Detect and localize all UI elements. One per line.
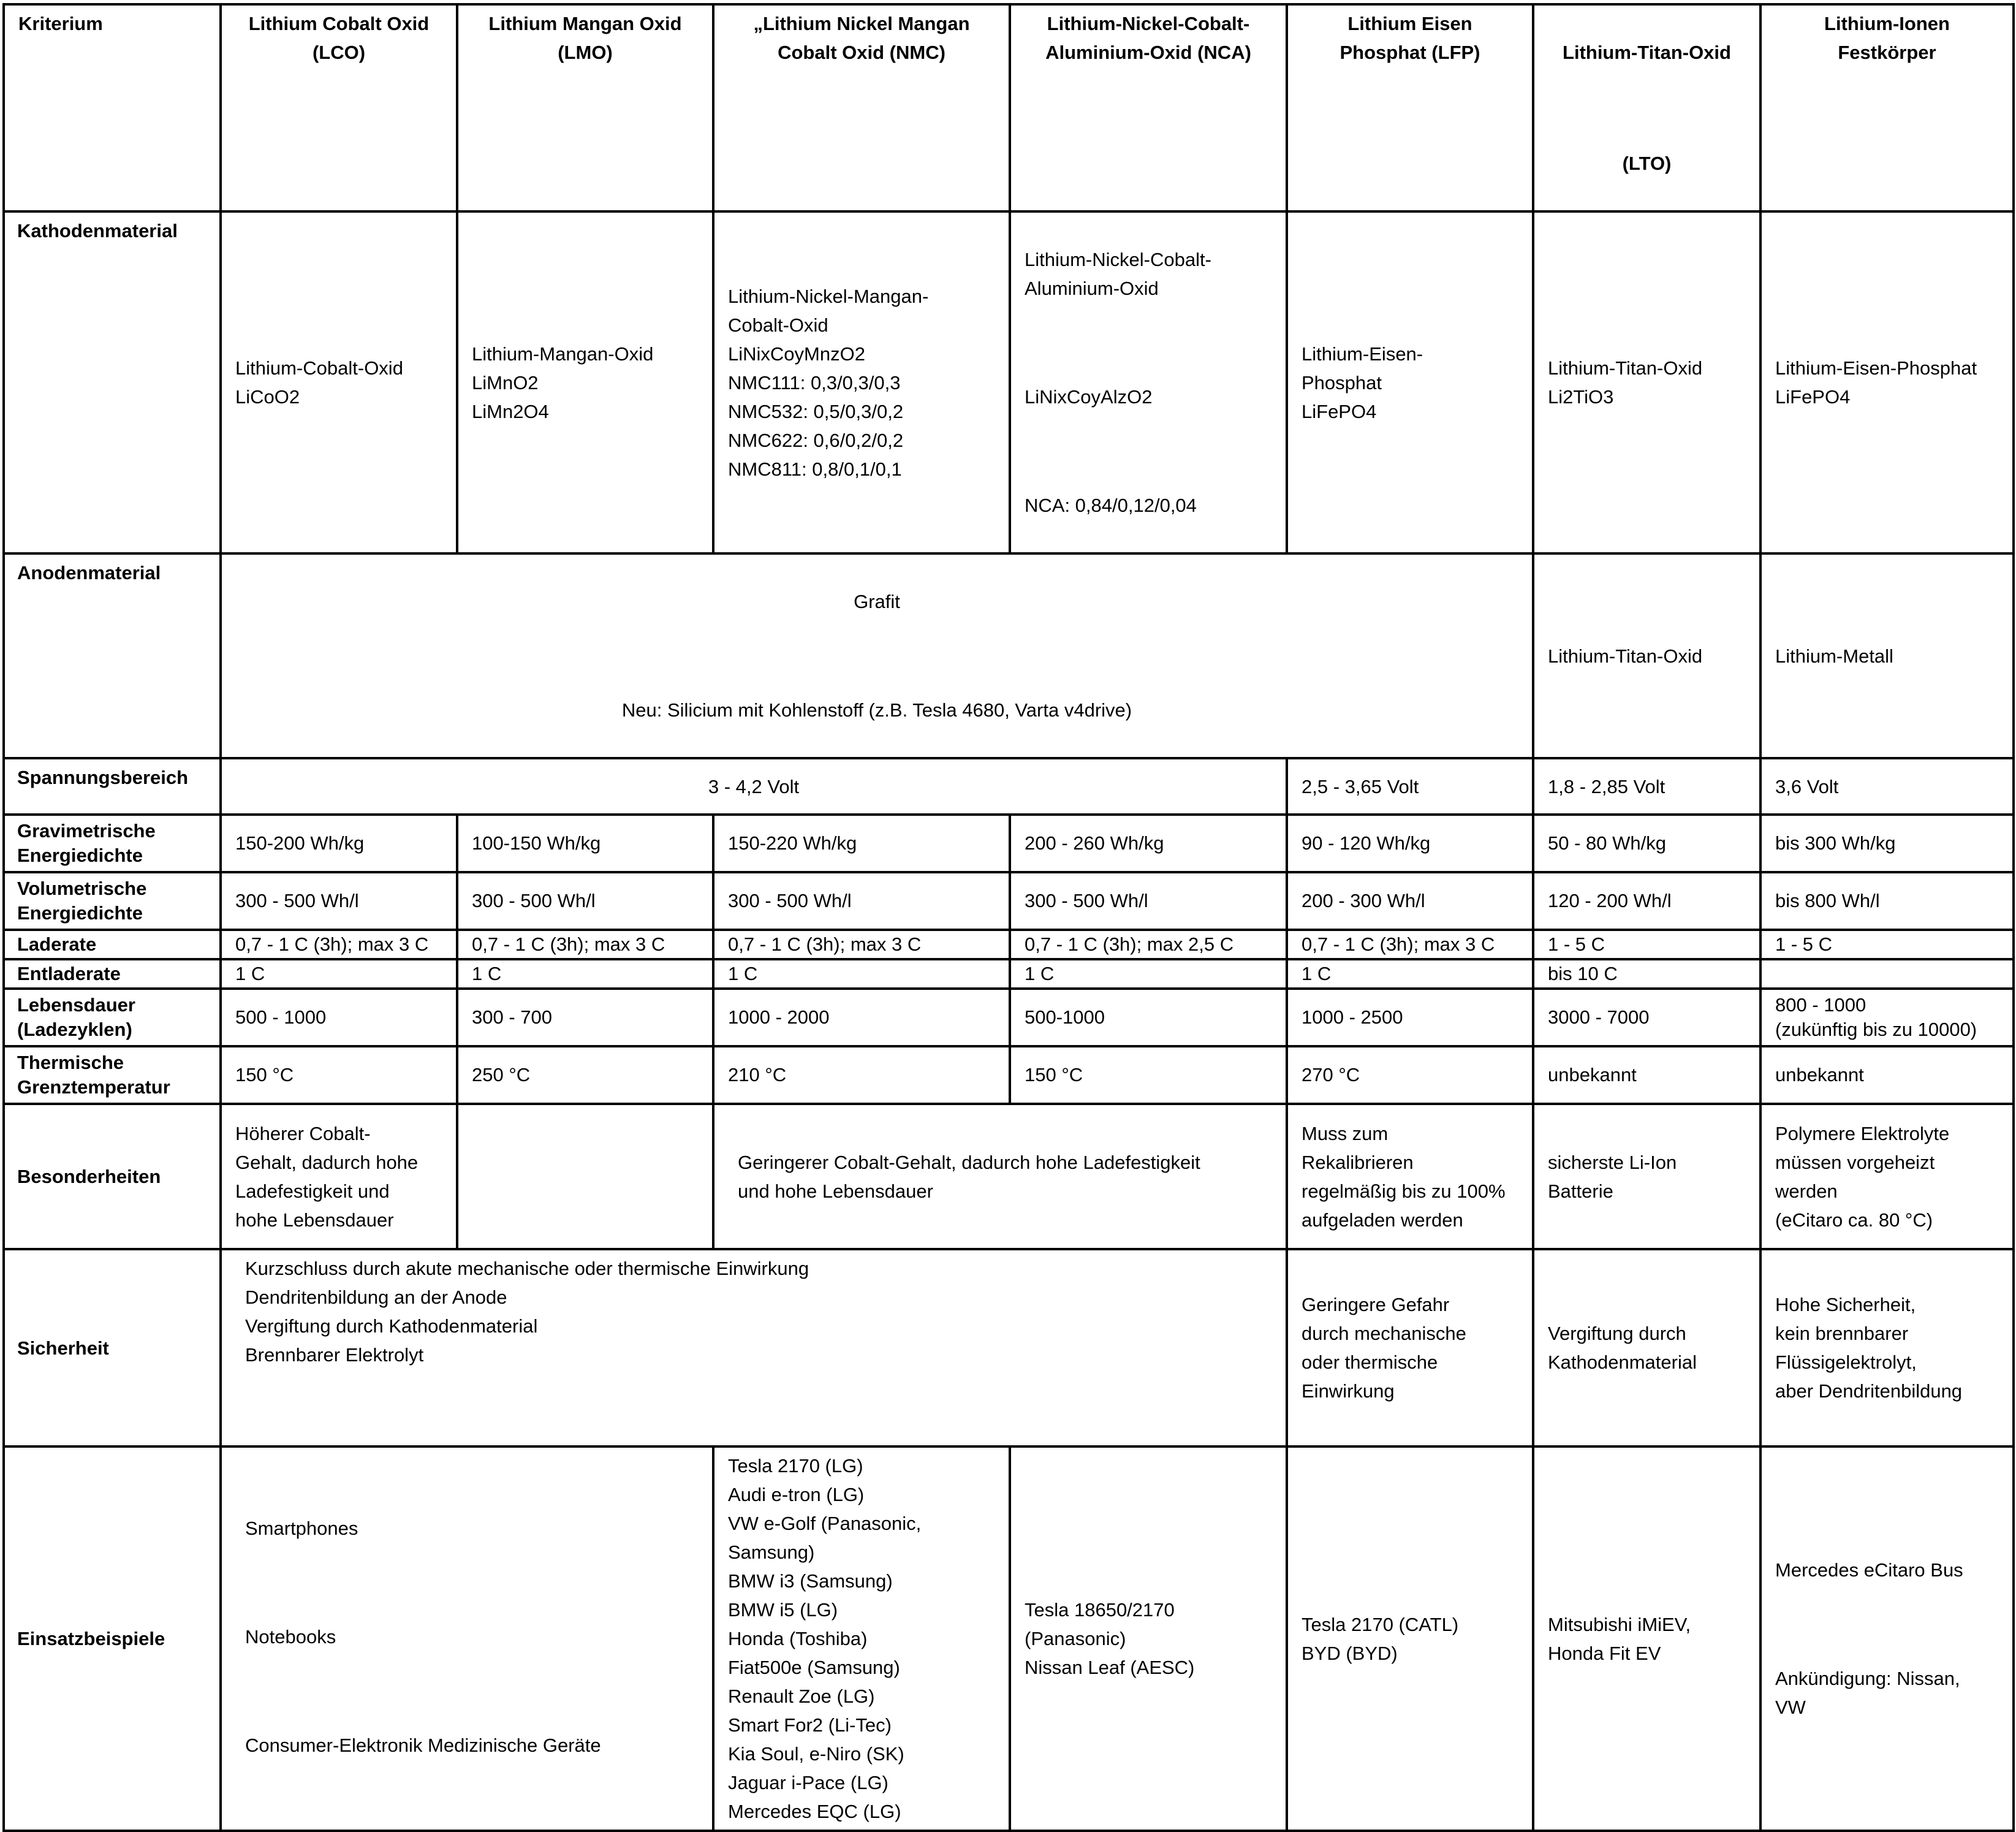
header-lfp: Lithium Eisen Phosphat (LFP) xyxy=(1287,4,1533,211)
anode-solid-state: Lithium-Metall xyxy=(1760,553,2014,758)
cathode-nca-formula: LiNixCoyAlzO2 xyxy=(1025,386,1153,408)
lifetime-solid-state: 800 - 1000 (zukünftig bis zu 10000) xyxy=(1760,989,2014,1046)
row-examples xyxy=(4,1446,2014,1831)
volumetric-nca: 300 - 500 Wh/l xyxy=(1010,872,1287,930)
gravimetric-nca: 200 - 260 Wh/kg xyxy=(1010,815,1287,872)
row-anode xyxy=(4,553,2014,758)
gravimetric-lmo: 100-150 Wh/kg xyxy=(457,815,713,872)
volumetric-lfp: 200 - 300 Wh/l xyxy=(1287,872,1533,930)
charge-rate-solid-state: 1 - 5 C xyxy=(1760,930,2014,959)
header-lmo: Lithium Mangan Oxid (LMO) xyxy=(457,4,713,211)
examples-lco-lmo xyxy=(221,1446,713,1831)
row-cathode xyxy=(4,211,2014,553)
features-lmo xyxy=(457,1104,713,1249)
lifetime-nca: 500-1000 xyxy=(1010,989,1287,1046)
row-label-discharge-rate: Entladerate xyxy=(4,959,221,989)
row-label-examples: Einsatzbeispiele xyxy=(4,1446,221,1831)
row-label-voltage: Spannungsbereich xyxy=(4,758,221,815)
header-lto xyxy=(1533,4,1760,211)
safety-shared: Kurzschluss durch akute mechanische oder thermische Einwirkung Dendritenbildung an der Anode Vergiftung durch Kathodenmaterial Brennbarer Elektrolyt xyxy=(221,1249,1287,1446)
volumetric-nmc: 300 - 500 Wh/l xyxy=(713,872,1010,930)
example-item: Notebooks xyxy=(245,1626,336,1648)
row-label-features: Besonderheiten xyxy=(4,1104,221,1249)
row-label-safety: Sicherheit xyxy=(4,1249,221,1446)
thermal-lmo: 250 °C xyxy=(457,1046,713,1104)
thermal-lfp: 270 °C xyxy=(1287,1046,1533,1104)
discharge-rate-nca: 1 C xyxy=(1010,959,1287,989)
features-lto: sicherste Li-Ion Batterie xyxy=(1533,1104,1760,1249)
thermal-nca: 150 °C xyxy=(1010,1046,1287,1104)
charge-rate-nmc: 0,7 - 1 C (3h); max 3 C xyxy=(713,930,1010,959)
row-label-lifetime: Lebensdauer (Ladezyklen) xyxy=(4,989,221,1046)
volumetric-lco: 300 - 500 Wh/l xyxy=(221,872,457,930)
row-volumetric xyxy=(4,872,2014,930)
examples-solid-state xyxy=(1760,1446,2014,1831)
cathode-lfp: Lithium-Eisen- Phosphat LiFePO4 xyxy=(1287,211,1533,553)
features-lco: Höherer Cobalt- Gehalt, dadurch hohe Ladefestigkeit und hohe Lebensdauer xyxy=(221,1104,457,1249)
gravimetric-lto: 50 - 80 Wh/kg xyxy=(1533,815,1760,872)
lifetime-lmo: 300 - 700 xyxy=(457,989,713,1046)
anode-shared-new: Neu: Silicium mit Kohlenstoff (z.B. Tesla 4680, Varta v4drive) xyxy=(621,699,1132,721)
row-features xyxy=(4,1104,2014,1249)
examples-nmc: Tesla 2170 (LG) Audi e-tron (LG) VW e-Golf (Panasonic, Samsung) BMW i3 (Samsung) BMW i5 (LG) Honda (Toshiba) Fiat500e (Samsung) Renault Zoe (LG) Smart For2 (Li-Tec) Kia Soul, e-Niro (SK) Jaguar i-Pace (LG) Mercedes EQC (LG) xyxy=(713,1446,1010,1831)
thermal-nmc: 210 °C xyxy=(713,1046,1010,1104)
row-lifetime xyxy=(4,989,2014,1046)
row-charge-rate xyxy=(4,930,2014,959)
cathode-nca-name: Lithium-Nickel-Cobalt- Aluminium-Oxid xyxy=(1025,249,1211,299)
voltage-shared: 3 - 4,2 Volt xyxy=(221,758,1287,815)
header-nmc: „Lithium Nickel Mangan Cobalt Oxid (NMC) xyxy=(713,4,1010,211)
row-label-gravimetric: Gravimetrische Energiedichte xyxy=(4,815,221,872)
row-gravimetric xyxy=(4,815,2014,872)
voltage-lto: 1,8 - 2,85 Volt xyxy=(1533,758,1760,815)
anode-shared xyxy=(221,553,1533,758)
voltage-lfp: 2,5 - 3,65 Volt xyxy=(1287,758,1533,815)
volumetric-lto: 120 - 200 Wh/l xyxy=(1533,872,1760,930)
charge-rate-lto: 1 - 5 C xyxy=(1533,930,1760,959)
cathode-lco: Lithium-Cobalt-Oxid LiCoO2 xyxy=(221,211,457,553)
cathode-nca-ratio: NCA: 0,84/0,12/0,04 xyxy=(1025,495,1197,516)
example-item: Consumer-Elektronik Medizinische Geräte xyxy=(245,1735,601,1756)
safety-lto: Vergiftung durch Kathodenmaterial xyxy=(1533,1249,1760,1446)
charge-rate-nca: 0,7 - 1 C (3h); max 2,5 C xyxy=(1010,930,1287,959)
thermal-lco: 150 °C xyxy=(221,1046,457,1104)
safety-lfp: Geringere Gefahr durch mechanische oder thermische Einwirkung xyxy=(1287,1249,1533,1446)
lifetime-lfp: 1000 - 2500 xyxy=(1287,989,1533,1046)
volumetric-lmo: 300 - 500 Wh/l xyxy=(457,872,713,930)
gravimetric-lco: 150-200 Wh/kg xyxy=(221,815,457,872)
thermal-lto: unbekannt xyxy=(1533,1046,1760,1104)
discharge-rate-lco: 1 C xyxy=(221,959,457,989)
safety-solid-state: Hohe Sicherheit, kein brennbarer Flüssigelektrolyt, aber Dendritenbildung xyxy=(1760,1249,2014,1446)
gravimetric-lfp: 90 - 120 Wh/kg xyxy=(1287,815,1533,872)
discharge-rate-lmo: 1 C xyxy=(457,959,713,989)
examples-solid-line2: Ankündigung: Nissan, VW xyxy=(1775,1668,1960,1718)
row-thermal xyxy=(4,1046,2014,1104)
cathode-nca xyxy=(1010,211,1287,553)
anode-shared-main: Grafit xyxy=(854,591,900,612)
lifetime-nmc: 1000 - 2000 xyxy=(713,989,1010,1046)
volumetric-solid-state: bis 800 Wh/l xyxy=(1760,872,2014,930)
row-label-charge-rate: Laderate xyxy=(4,930,221,959)
row-label-volumetric: Volumetrische Energiedichte xyxy=(4,872,221,930)
header-lco: Lithium Cobalt Oxid (LCO) xyxy=(221,4,457,211)
cathode-solid-state: Lithium-Eisen-Phosphat LiFePO4 xyxy=(1760,211,2014,553)
examples-lfp: Tesla 2170 (CATL) BYD (BYD) xyxy=(1287,1446,1533,1831)
gravimetric-solid-state: bis 300 Wh/kg xyxy=(1760,815,2014,872)
header-criterion: Kriterium xyxy=(4,4,221,211)
examples-nca: Tesla 18650/2170 (Panasonic) Nissan Leaf (AESC) xyxy=(1010,1446,1287,1831)
discharge-rate-nmc: 1 C xyxy=(713,959,1010,989)
row-discharge-rate xyxy=(4,959,2014,989)
charge-rate-lmo: 0,7 - 1 C (3h); max 3 C xyxy=(457,930,713,959)
gravimetric-nmc: 150-220 Wh/kg xyxy=(713,815,1010,872)
header-nca: Lithium-Nickel-Cobalt- Aluminium-Oxid (NCA) xyxy=(1010,4,1287,211)
discharge-rate-solid-state xyxy=(1760,959,2014,989)
cathode-lto: Lithium-Titan-Oxid Li2TiO3 xyxy=(1533,211,1760,553)
row-label-anode: Anodenmaterial xyxy=(4,553,221,758)
examples-lto: Mitsubishi iMiEV, Honda Fit EV xyxy=(1533,1446,1760,1831)
cathode-nmc: Lithium-Nickel-Mangan- Cobalt-Oxid LiNixCoyMnzO2 NMC111: 0,3/0,3/0,3 NMC532: 0,5/0,3/0,2 NMC622: 0,6/0,2/0,2 NMC811: 0,8/0,1/0,1 xyxy=(713,211,1010,553)
cathode-lmo: Lithium-Mangan-Oxid LiMnO2 LiMn2O4 xyxy=(457,211,713,553)
features-nmc-nca: Geringerer Cobalt-Gehalt, dadurch hohe Ladefestigkeit und hohe Lebensdauer xyxy=(713,1104,1287,1249)
header-lto-abbr: (LTO) xyxy=(1622,153,1672,174)
example-item: Smartphones xyxy=(245,1518,358,1539)
header-row xyxy=(4,4,2014,211)
row-label-thermal: Thermische Grenztemperatur xyxy=(4,1046,221,1104)
charge-rate-lfp: 0,7 - 1 C (3h); max 3 C xyxy=(1287,930,1533,959)
lifetime-lco: 500 - 1000 xyxy=(221,989,457,1046)
charge-rate-lco: 0,7 - 1 C (3h); max 3 C xyxy=(221,930,457,959)
battery-comparison-table xyxy=(2,3,2015,1832)
anode-lto: Lithium-Titan-Oxid xyxy=(1533,553,1760,758)
discharge-rate-lfp: 1 C xyxy=(1287,959,1533,989)
discharge-rate-lto: bis 10 C xyxy=(1533,959,1760,989)
examples-solid-line1: Mercedes eCitaro Bus xyxy=(1775,1559,1963,1581)
lifetime-lto: 3000 - 7000 xyxy=(1533,989,1760,1046)
features-solid-state: Polymere Elektrolyte müssen vorgeheizt werden (eCitaro ca. 80 °C) xyxy=(1760,1104,2014,1249)
row-safety xyxy=(4,1249,2014,1446)
features-lfp: Muss zum Rekalibrieren regelmäßig bis zu 100% aufgeladen werden xyxy=(1287,1104,1533,1249)
row-voltage xyxy=(4,758,2014,815)
thermal-solid-state: unbekannt xyxy=(1760,1046,2014,1104)
header-lto-name: Lithium-Titan-Oxid xyxy=(1563,42,1731,63)
header-solid-state: Lithium-Ionen Festkörper xyxy=(1760,4,2014,211)
voltage-solid-state: 3,6 Volt xyxy=(1760,758,2014,815)
row-label-cathode: Kathodenmaterial xyxy=(4,211,221,553)
